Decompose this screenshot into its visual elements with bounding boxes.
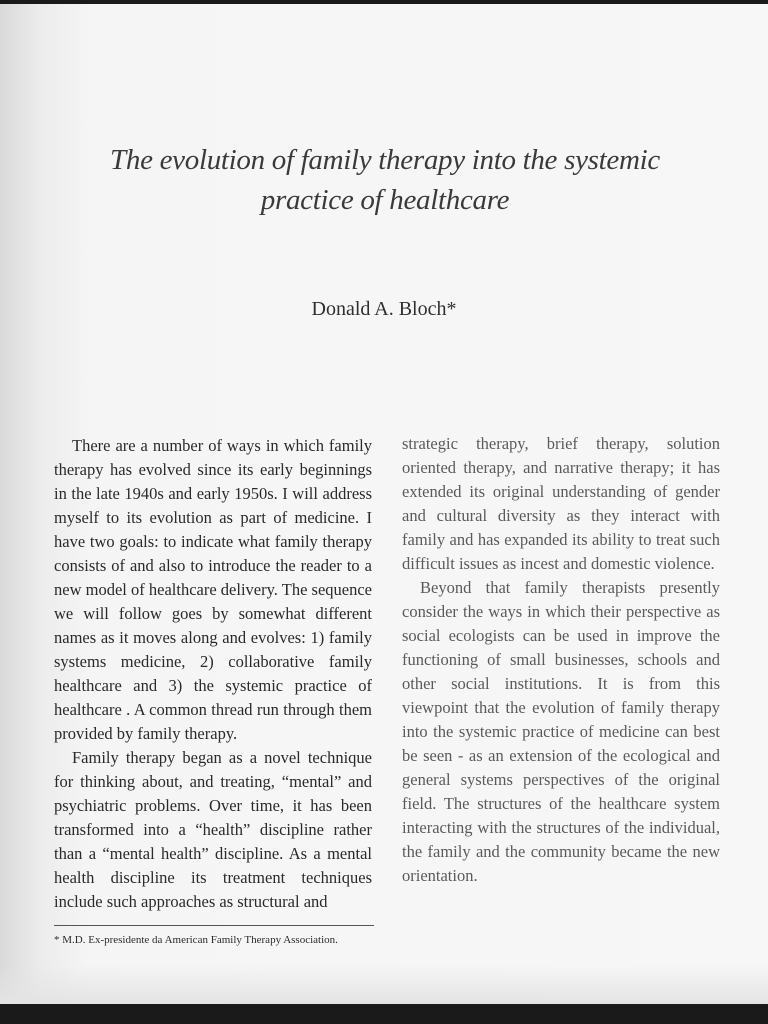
article-title: [60, 140, 710, 220]
title-line-1: The evolution of family therapy into the systemic: [110, 144, 660, 176]
title-line-2: practice of healthcare: [260, 184, 510, 216]
left-column: [54, 434, 372, 914]
right-paragraph-2: Beyond that family therapists presently consider the ways in which their perspective as social ecologists can be used in improve the functioning of small businesses, schools and other social institutions. It is from this viewpoint that the evolution of family therapy into the systemic practice of medicine can best be seen - as an extension of the ecological and general systems perspectives of the original field. The structures of the healthcare system interacting with the structures of the individual, the family and the community became the new orientation.: [402, 578, 720, 885]
left-paragraph-1: There are a number of ways in which family therapy has evolved since its early beginnings in the late 1940s and early 1950s. I will address myself to its evolution as part of medicine. I have two goals: to indicate what family therapy consists of and also to introduce the reader to a new model of healthcare delivery. The sequence we will follow goes by somewhat different names as it moves along and evolves: 1) family systems medicine, 2) collaborative family healthcare and 3) the systemic practice of healthcare . A common thread run through them provided by family therapy.: [54, 436, 372, 743]
footnote-divider: [54, 925, 374, 926]
footnote: * M.D. Ex-presidente da American Family Therapy Association.: [54, 934, 338, 946]
right-paragraph-1: strategic therapy, brief therapy, solution oriented therapy, and narrative therapy; it has extended its original understanding of gender and cultural diversity as they interact with family and has expanded its ability to treat such difficult issues as incest and domestic violence.: [402, 434, 720, 573]
author-name: Donald A. Bloch*: [311, 298, 457, 320]
right-column: [402, 432, 720, 888]
left-paragraph-2: Family therapy began as a novel technique for thinking about, and treating, “mental” and psychiatric problems. Over time, it has been transformed into a “health” discipline rather than a “mental health” discipline. As a mental health discipline its treatment techniques include such approaches as structural and: [54, 748, 372, 911]
document-page: [0, 4, 768, 1004]
